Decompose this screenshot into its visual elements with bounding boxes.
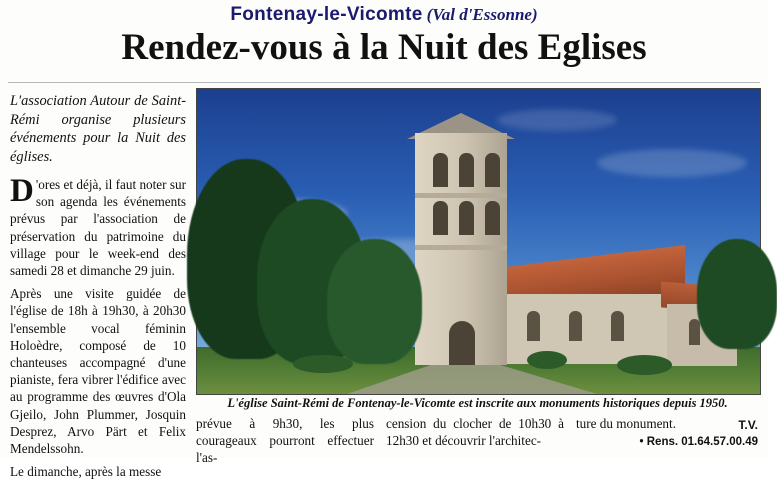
kicker <box>0 4 768 26</box>
drop-cap: D <box>10 173 34 209</box>
church-door <box>449 321 475 365</box>
belfry-opening <box>433 153 448 187</box>
shrub-shape <box>617 355 672 375</box>
body-column-3: cension du clocher de 10h30 à 12h30 et découvrir l'architec- <box>386 416 564 449</box>
tower-string-course <box>415 245 507 250</box>
body-column-4: ture du monument. <box>576 416 676 431</box>
body-paragraph-2: Après une visite guidée de l'église de 18h à 19h30, à 20h30 l'ensemble vocal féminin Holoèdre, composé de 10 chanteuses accompagné d'une pianiste, fera vibrer l'édifice avec au programme des œuvres d'Ola Gjeilo, John Plummer, Josquin Desprez, Arvo Pärt et Felix Mendelssohn. <box>10 286 186 457</box>
author-signature: T.V. <box>738 418 758 432</box>
contact-info: • Rens. 01.64.57.00.49 <box>639 436 758 448</box>
cloud-shape <box>597 149 747 177</box>
belfry-opening <box>459 201 474 235</box>
region-name: (Val d'Essonne) <box>426 5 538 24</box>
shrub-shape <box>293 355 353 373</box>
page-title: Rendez-vous à la Nuit des Eglises <box>121 27 647 68</box>
header-divider <box>8 82 760 83</box>
shrub-shape <box>527 351 567 369</box>
cloud-shape <box>497 109 617 131</box>
nave-window <box>569 311 582 341</box>
body-paragraph-1 <box>10 173 186 279</box>
belfry-opening <box>485 201 500 235</box>
belfry-opening <box>459 153 474 187</box>
church-photo <box>196 88 761 395</box>
apse-window <box>689 319 700 345</box>
body-column-2: prévue à 9h30, les plus courageaux pourront effectuer l'as- <box>196 416 374 466</box>
tower-string-course <box>415 193 507 198</box>
body-paragraph-1-text: 'ores et déjà, il faut noter sur son agenda les événements prévus par l'association de préservation du patrimoine du village pour le week-end des samedi 28 et dimanche 29 juin. <box>10 177 186 279</box>
belfry-opening <box>485 153 500 187</box>
nave-window <box>527 311 540 341</box>
tree-shape <box>697 239 777 349</box>
photo-caption: L'église Saint-Rémi de Fontenay-le-Vicomte est inscrite aux monuments historiques depuis 1950. <box>227 396 728 410</box>
nave-window <box>611 311 624 341</box>
body-column-1 <box>10 173 186 480</box>
belfry-opening <box>433 201 448 235</box>
town-name: Fontenay-le-Vicomte <box>230 4 423 25</box>
tree-shape <box>327 239 422 364</box>
nave-wall <box>497 294 677 364</box>
lede-paragraph: L'association Autour de Saint-Rémi organise plusieurs événements pour la Nuit des églises. <box>10 93 186 165</box>
body-paragraph-3: Le dimanche, après la messe <box>10 464 162 480</box>
